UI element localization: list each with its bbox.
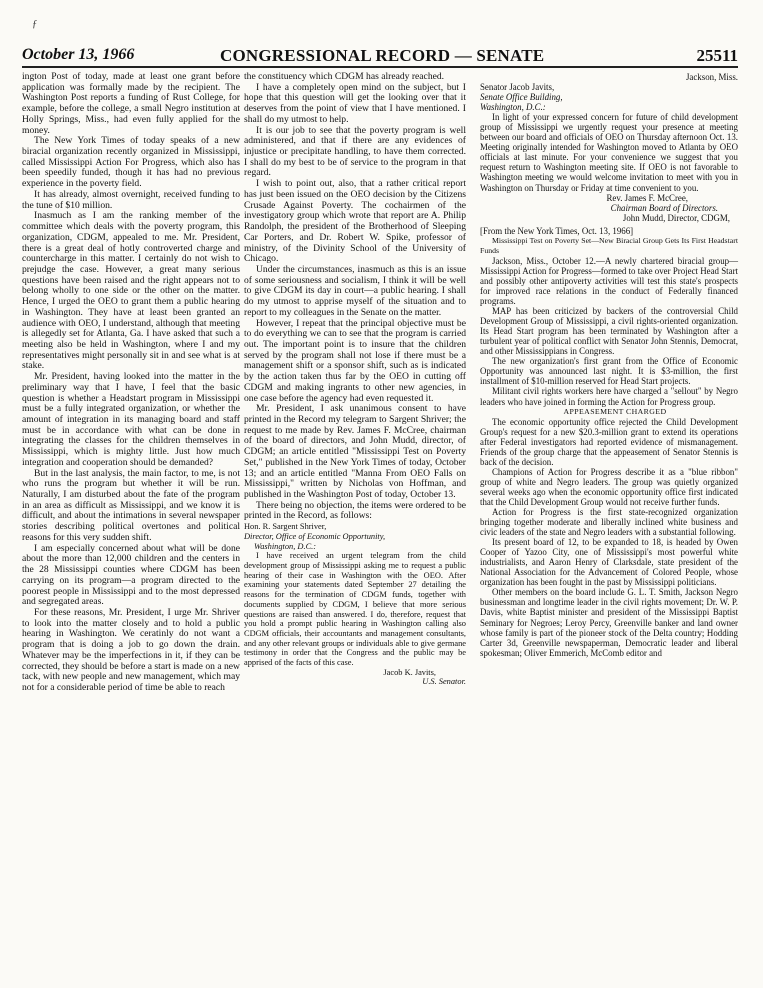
address-line: Hon. R. Sargent Shriver, bbox=[244, 522, 327, 532]
paragraph: The new organization's first grant from the Office of Economic Opportunity was announced last night. It is $3-million, the first installment of $10-million reserved for Head Start projects. bbox=[480, 356, 738, 387]
signature-line: Rev. James F. McCree, bbox=[606, 192, 688, 203]
paragraph: For these reasons, Mr. President, I urge Mr. Shriver to look into the matter closely and to hold a public hearing in Washington. We ceratinly do not want a program that is doing a job to go down the drain. Whatever may be the imperfections in it, if they can be corrected, they should be before a start is made on a new tack, with new people and new management, which may not for a considerable period of time be able to reach bbox=[22, 606, 240, 693]
header-rule bbox=[22, 66, 738, 68]
paragraph: the constituency which CDGM has already reached. bbox=[244, 71, 445, 82]
paragraph: I am especially concerned about what will be done about the more than 12,000 children and the centers in the 28 Mississippi counties where CDGM has been carrying on its program—a program directed to the poorest people in Mississippi and to the most depressed and segregated areas. bbox=[22, 542, 240, 608]
signature-line: U.S. Senator. bbox=[422, 677, 466, 687]
signature-line: John Mudd, Director, CDGM, bbox=[622, 212, 730, 223]
address-line: Washington, D.C.: bbox=[254, 541, 317, 551]
paragraph: Action for Progress is the first state-recognized organization bringing together moderate and liberally inclined white business and civic leaders of the state and Negro leaders with a substantial following. bbox=[480, 507, 738, 538]
paragraph: Champions of Action for Progress describe it as a "blue ribbon" group of white and Negro leaders. The group was quietly organized several weeks ago when the economic opportunity office first indicated that the Child Development Group would not receive further funds. bbox=[480, 466, 738, 507]
paragraph: It is our job to see that the poverty program is well administered, and that if there are any evidences of injustice or precipitate handling, to have them corrected. I shall do my best to be of service to the program in that regard. bbox=[244, 124, 466, 179]
column-2 bbox=[244, 72, 466, 687]
place-line: Jackson, Miss. bbox=[685, 72, 738, 82]
paragraph: Inasmuch as I am the ranking member of the committee which deals with the poverty program, this organization, CDGM, appealed to me. Mr. President, there is a great deal of hotly controverted charge and countercharge in this matter. I certainly do not wish to prejudge the case. However, a great many serious questions have been raised and the right appears not to belong wholly to one side or the other on the matter. Hence, I urged the OEO to grant them a public hearing in Washington. They have at least been granted an audience with OEO, I understand, although that meeting is allegedly set for Atlanta, Ga. I have asked that such a meeting also be held in Washington, where I and my representatives might personally sit in and see what is at stake. bbox=[22, 210, 240, 372]
paragraph: But in the last analysis, the main factor, to me, is not who runs the program but whether it will be run. Naturally, I am disturbed about the fate of the program in an area as difficult as Mississippi, and we know it is difficult, and about the intimations in several newspaper stories describing political overtones and political reasons for this very sudden shift. bbox=[22, 467, 240, 543]
address-line: Washington, D.C.: bbox=[480, 102, 546, 113]
paragraph: ington Post of today, made at least one grant before application was formally made by the recipient. The Washington Post reports a funding of Rust College, for example, before the college, a small Negro institution at Holly Springs, Miss., had even fully applied for the money. bbox=[22, 71, 240, 136]
paragraph: MAP has been criticized by backers of the controversial Child Development Group of Mississippi, a civil rights-oriented organization. Its Head Start program has been terminated by Washington after a turbulent year of political conflict with Senator John Stennis, Democrat, and other Mississippians in Congress. bbox=[480, 306, 738, 357]
paragraph: The economic opportunity office rejected the Child Development Group's request for a new $20.3-million grant to extend its operations after Federal investigators had reported evidence of mismanagement. Friends of the group charge that the appeasement of Senator Stennis is back of the decision. bbox=[480, 416, 738, 467]
paragraph: Mr. President, I ask unanimous consent to have printed in the Record my telegram to Sargent Shriver; the request to me made by Rev. James F. McCree, chairman of the board of directors, and John Mudd, director, of CDGM; an article entitled "Mississippi Test on Poverty Set," published in the New York Times of today, October 13; and an article entitled "Manna From OEO Falls on Mississippi," written by Nicholas von Hoffman, and published in the Washington Post of today, October 13. bbox=[244, 403, 466, 501]
paragraph: There being no objection, the items were ordered to be printed in the Record, as follows: bbox=[244, 499, 466, 522]
paragraph: Under the circumstances, inasmuch as this is an issue of some seriousness and socialism, I think it will be well to give CDGM its day in court—a public hearing. I shall do my utmost to apprise myself of the situation and to report to my colleagues in the Senate on the matter. bbox=[244, 263, 466, 318]
section-subhead: APPEASEMENT CHARGED bbox=[563, 406, 667, 416]
source-line: [From the New York Times, Oct. 13, 1966] bbox=[480, 225, 634, 236]
paragraph: It has already, almost overnight, received funding to the tune of $10 million. bbox=[22, 188, 240, 211]
signature-line: Chairman Board of Directors. bbox=[610, 202, 718, 213]
paragraph: However, I repeat that the principal objective must be to do everything we can to see that the program is carried out. The important point is to insure that the children served by the program shall not lose if there must be a management shift or a sponsor shift, such as is indicated by the action taken thus far by the OEO in cutting off CDGM and making ingrants to other new agencies, in one case before the agency had even requested it. bbox=[244, 317, 466, 404]
paragraph: Mr. President, having looked into the matter in the preliminary way that I have, I feel that the basic question is whether a Headstart program in Mississippi must be a fully integrated organization, or whether the amount of integration in its managing board and staff must be in accordance with what can be done in integrating the classes for the children themselves in Mississippi, which is mighty little. Just how much integration and cooperation should be demanded? bbox=[22, 371, 240, 468]
header-page-number: 25511 bbox=[696, 46, 738, 65]
telegram-block bbox=[244, 522, 466, 687]
paragraph: Its present board of 12, to be expanded to 18, is headed by Owen Cooper of Yazoo City, one of Mississippi's most powerful white industrialists, and Aaron Henry of Clarksdale, state president of the National Association for the Advancement of Colored People, whose organization has been fought in the past by Mississippi politicians. bbox=[480, 537, 738, 588]
column-1 bbox=[22, 72, 240, 694]
address-line: Senator Jacob Javits, bbox=[480, 82, 555, 93]
header-title: CONGRESSIONAL RECORD — SENATE bbox=[220, 46, 545, 65]
address-line: Senate Office Building, bbox=[480, 92, 563, 103]
paragraph: Jackson, Miss., October 12.—A newly chartered biracial group—Mississippi Action for Progress—formed to take over Project Head Start and possibly other antipoverty activities will test this state's prospects for improved race relations in the conduct of Federally financed programs. bbox=[480, 255, 738, 307]
article-headline: Mississippi Test on Poverty Set—New Biracial Group Gets Its First Headstart Funds bbox=[480, 235, 738, 255]
telegram-text: I have received an urgent telegram from the child development group of Mississippi asking me to request a public hearing of their case in Washington with the OEO. After examining your statements dated September 27 detailing the reasons for the termination of CDGM funds, together with documents supplied by CDGM, I believe that more serious questions are raised than answered. I do, therefore, request that you hold a prompt public hearing in Washington calling also CDGM officials, their accountants and management consultants, and any other relevant groups or individuals able to give germane testimony in order that the Congress and the public may be apprised of the facts of this case. bbox=[244, 551, 466, 668]
paragraph: I wish to point out, also, that a rather critical report has just been issued on the OEO decision by the Citizens Crusade Against Poverty. The cochairmen of the investigatory group which wrote that report are A. Philip Randolph, the president of the Brotherhood of Sleeping Car Porters, and Dr. Robert W. Spike, professor of ministry, of the Divinity School of the University of Chicago. bbox=[244, 178, 466, 265]
letter-text: In light of your expressed concern for future of child development group of Mississippi we urgently request your presence at meeting between our board and officials of OEO on Thursday afternoon Oct. 13. Meeting originally intended for Washington moved to Atlanta by OEO officials at last minute. For your convenience we suggest that you request return to Washington meeting site. If OEO is not favorable to Washington meeting we would welcome invitation to meet with you in Washington on Thursday or Friday at time convenient to you. bbox=[480, 112, 738, 193]
paragraph: Militant civil rights workers here have charged a "sellout" by Negro leaders who have joined in forming the Action for Progress group. bbox=[480, 386, 738, 407]
paragraph: Other members on the board include G. L. T. Smith, Jackson Negro businessman and longtime leader in the civil rights movement; Dr. W. P. Davis, white Baptist minister and president of the Mississippi Baptist Seminary for Negroes; Leroy Percy, Greenville banker and land owner whose family is part of the pioneer stock of the Delta country; Hodding Carter 3d, Greenville newspaperman, Democratic leader and liberal spokesman; Oliver Emmerich, McComb editor and bbox=[480, 587, 738, 658]
margin-mark: ƒ bbox=[32, 18, 38, 30]
column-3 bbox=[480, 72, 738, 658]
header-date: October 13, 1966 bbox=[22, 46, 135, 63]
paragraph: The New York Times of today speaks of a new biracial organization recently organized in Mississippi, called Mississippi Action For Progress, which also has been speedily funded, though it has had no previous experience in the poverty field. bbox=[22, 135, 240, 190]
paragraph: I have a completely open mind on the subject, but I hope that this question will get the looking over that it deserves from the point of view that I have mentioned. I shall do my utmost to help. bbox=[244, 81, 466, 125]
address-line: Director, Office of Economic Opportunity, bbox=[244, 531, 386, 541]
signature-line: Jacob K. Javits, bbox=[383, 667, 436, 677]
